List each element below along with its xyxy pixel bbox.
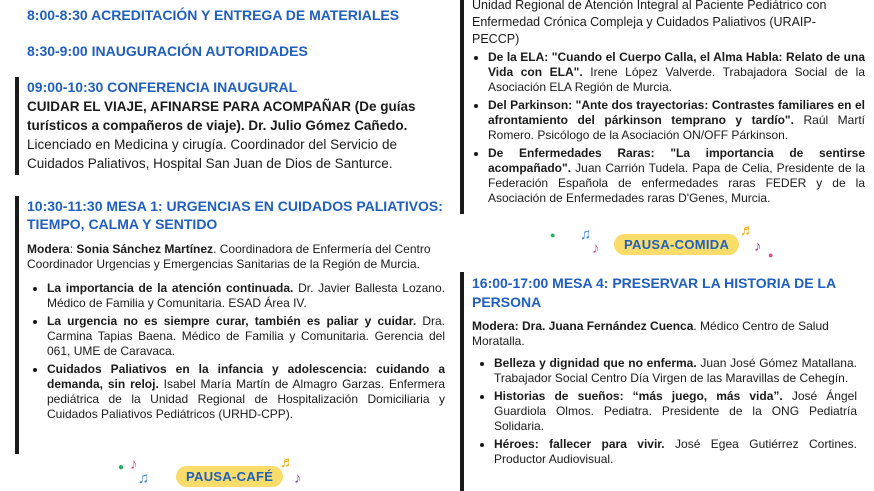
music-note-icon: ●	[768, 250, 774, 260]
music-note-icon: ♪	[294, 470, 302, 487]
section-bar	[15, 77, 19, 175]
list-item	[47, 314, 445, 359]
talk-title: Historias de sueños: “más juego, más vida”.	[494, 389, 783, 403]
music-note-icon: ♫	[580, 226, 592, 243]
right-list	[472, 50, 865, 209]
music-note-icon: ♪	[130, 456, 138, 473]
talk-speaker: José Ángel Guardiola Olmos. Pediatra. Presidente de la ONG Pediatría Solidaria.	[494, 389, 857, 433]
talk-speaker: Dra. Carmina Tapias Baena. Médico de Familia y Comunitaria. Gerencia del 061, UME de Caravaca.	[47, 314, 445, 358]
talk-title: Belleza y dignidad que no enferma.	[494, 356, 697, 370]
list-item	[488, 50, 865, 95]
pausa-cafe-badge: PAUSA-CAFÉ	[176, 466, 283, 487]
mesa1-block	[27, 197, 445, 425]
moderator-role: . Médico Centro de Salud Moratalla.	[472, 319, 829, 348]
talk-speaker: Irene López Valverde. Trabajadora Social de la Asociación ELA Región de Murcia.	[488, 65, 865, 94]
talk-speaker: Raúl Martí Romero. Psicólogo de la Asociación ON/OFF Párkinson.	[488, 113, 866, 142]
list-item	[47, 362, 445, 422]
music-note-icon: ♪	[592, 240, 600, 257]
section-bar	[460, 272, 464, 491]
talk-speaker: Juan José Gómez Matallana. Trabajador Social Centro Día Virgen de las Maravillas de Cehegín.	[494, 356, 857, 385]
music-note-icon: ●	[118, 462, 125, 473]
mesa4-moderator	[472, 319, 857, 349]
conference-block	[27, 79, 437, 173]
talk-title: De Enfermedades Raras: "La importancia de sentirse acompañado".	[488, 146, 865, 175]
list-item	[494, 389, 857, 434]
music-note-icon: ♪	[754, 238, 762, 255]
talk-title: Del Parkinson: "Ante dos trayectorias: Contrastes familiares en el afrontamiento del párkinson temprano y tardío".	[488, 98, 865, 127]
section-bar	[460, 0, 464, 214]
mesa1-title: 10:30-11:30 MESA 1: URGENCIAS EN CUIDADOS PALIATIVOS: TIEMPO, CALMA Y SENTIDO	[27, 198, 443, 232]
mesa1-list	[27, 281, 445, 422]
talk-speaker: José Egea Gutiérrez Cortines. Productor Audiovisual.	[494, 437, 858, 466]
list-item	[488, 98, 865, 143]
conference-title: 09:00-10:30 CONFERENCIA INAUGURAL	[27, 79, 298, 95]
music-note-icon: ♬	[280, 454, 295, 471]
mesa4-block	[472, 274, 857, 470]
talk-title: Héroes: fallecer para vivir.	[494, 437, 665, 451]
moderator-label: Modera	[27, 242, 70, 256]
talk-title: De la ELA: "Cuando el Cuerpo Calla, el Alma Habla: Relato de una Vida con ELA".	[488, 50, 865, 79]
right-top-text: Unidad Regional de Atención Integral al Paciente Pediátrico con Enfermedad Crónica Compleja y Cuidados Paliativos (URAIP-PECCP)	[472, 0, 827, 46]
talk-speaker: Juan Carrión Tudela. Papa de Celia, Presidente de la Federación Española de enfermedades raras FEDER y de la Asociación de Enfermedades raras D'Genes, Murcia.	[488, 161, 865, 205]
pausa-comida-badge: PAUSA-COMIDA	[614, 234, 739, 255]
moderator-name: Modera: Dra. Juana Fernández Cuenca	[472, 319, 694, 333]
music-note-icon: ♬	[740, 222, 755, 239]
talk-title: La importancia de la atención continuada.	[47, 281, 294, 295]
talk-speaker: Dr. Javier Ballesta Lozano. Médico de Familia y Comunitaria. ESAD Área IV.	[47, 281, 445, 310]
music-note-icon: ●	[550, 230, 556, 240]
mesa4-list	[472, 356, 857, 467]
slot-acreditacion: 8:00-8:30 ACREDITACIÓN Y ENTREGA DE MATERIALES	[27, 7, 400, 23]
mesa4-title: 16:00-17:00 MESA 4: PRESERVAR LA HISTORIA DE LA PERSONA	[472, 275, 836, 310]
list-item	[47, 281, 445, 311]
mesa1-moderator: Modera: Sonia Sánchez Martínez. Coordinadora de Enfermería del Centro Coordinador Urgencias y Emergencias Sanitarias de la Región de Murcia.	[27, 242, 431, 271]
list-item	[494, 437, 857, 467]
conference-talk-title: CUIDAR EL VIAJE, AFINARSE PARA ACOMPAÑAR (De guías turísticos a compañeros de viaje). Dr. Julio Gómez Cañedo.	[27, 99, 416, 133]
list-item	[488, 146, 865, 206]
moderator-name: Sonia Sánchez Martínez	[76, 242, 214, 256]
talk-title: La urgencia no es siempre curar, también es paliar y cuidar.	[47, 314, 417, 328]
talk-speaker: Isabel María Martín de Almagro Garzas. Enfermera pediátrica de la Unidad Regional de Hospitalización Domiciliaria y Cuidados Paliativos Pediátricos (URHD-CPP).	[47, 377, 445, 421]
moderator-role: . Coordinadora de Enfermería del Centro Coordinador Urgencias y Emergencias Sanitarias de la Región de Murcia.	[27, 242, 431, 271]
slot-inauguracion: 8:30-9:00 INAUGURACIÓN AUTORIDADES	[27, 43, 308, 59]
section-bar	[15, 196, 19, 454]
list-item	[494, 356, 857, 386]
conference-talk-speaker: Licenciado en Medicina y cirugía. Coordinador del Servicio de Cuidados Paliativos, Hospital San Juan de Dios de Santurce.	[27, 137, 397, 171]
music-note-icon: ♫	[138, 470, 150, 487]
talk-title: Cuidados Paliativos en la infancia y adolescencia: cuidando a demanda, sin reloj.	[47, 362, 445, 391]
